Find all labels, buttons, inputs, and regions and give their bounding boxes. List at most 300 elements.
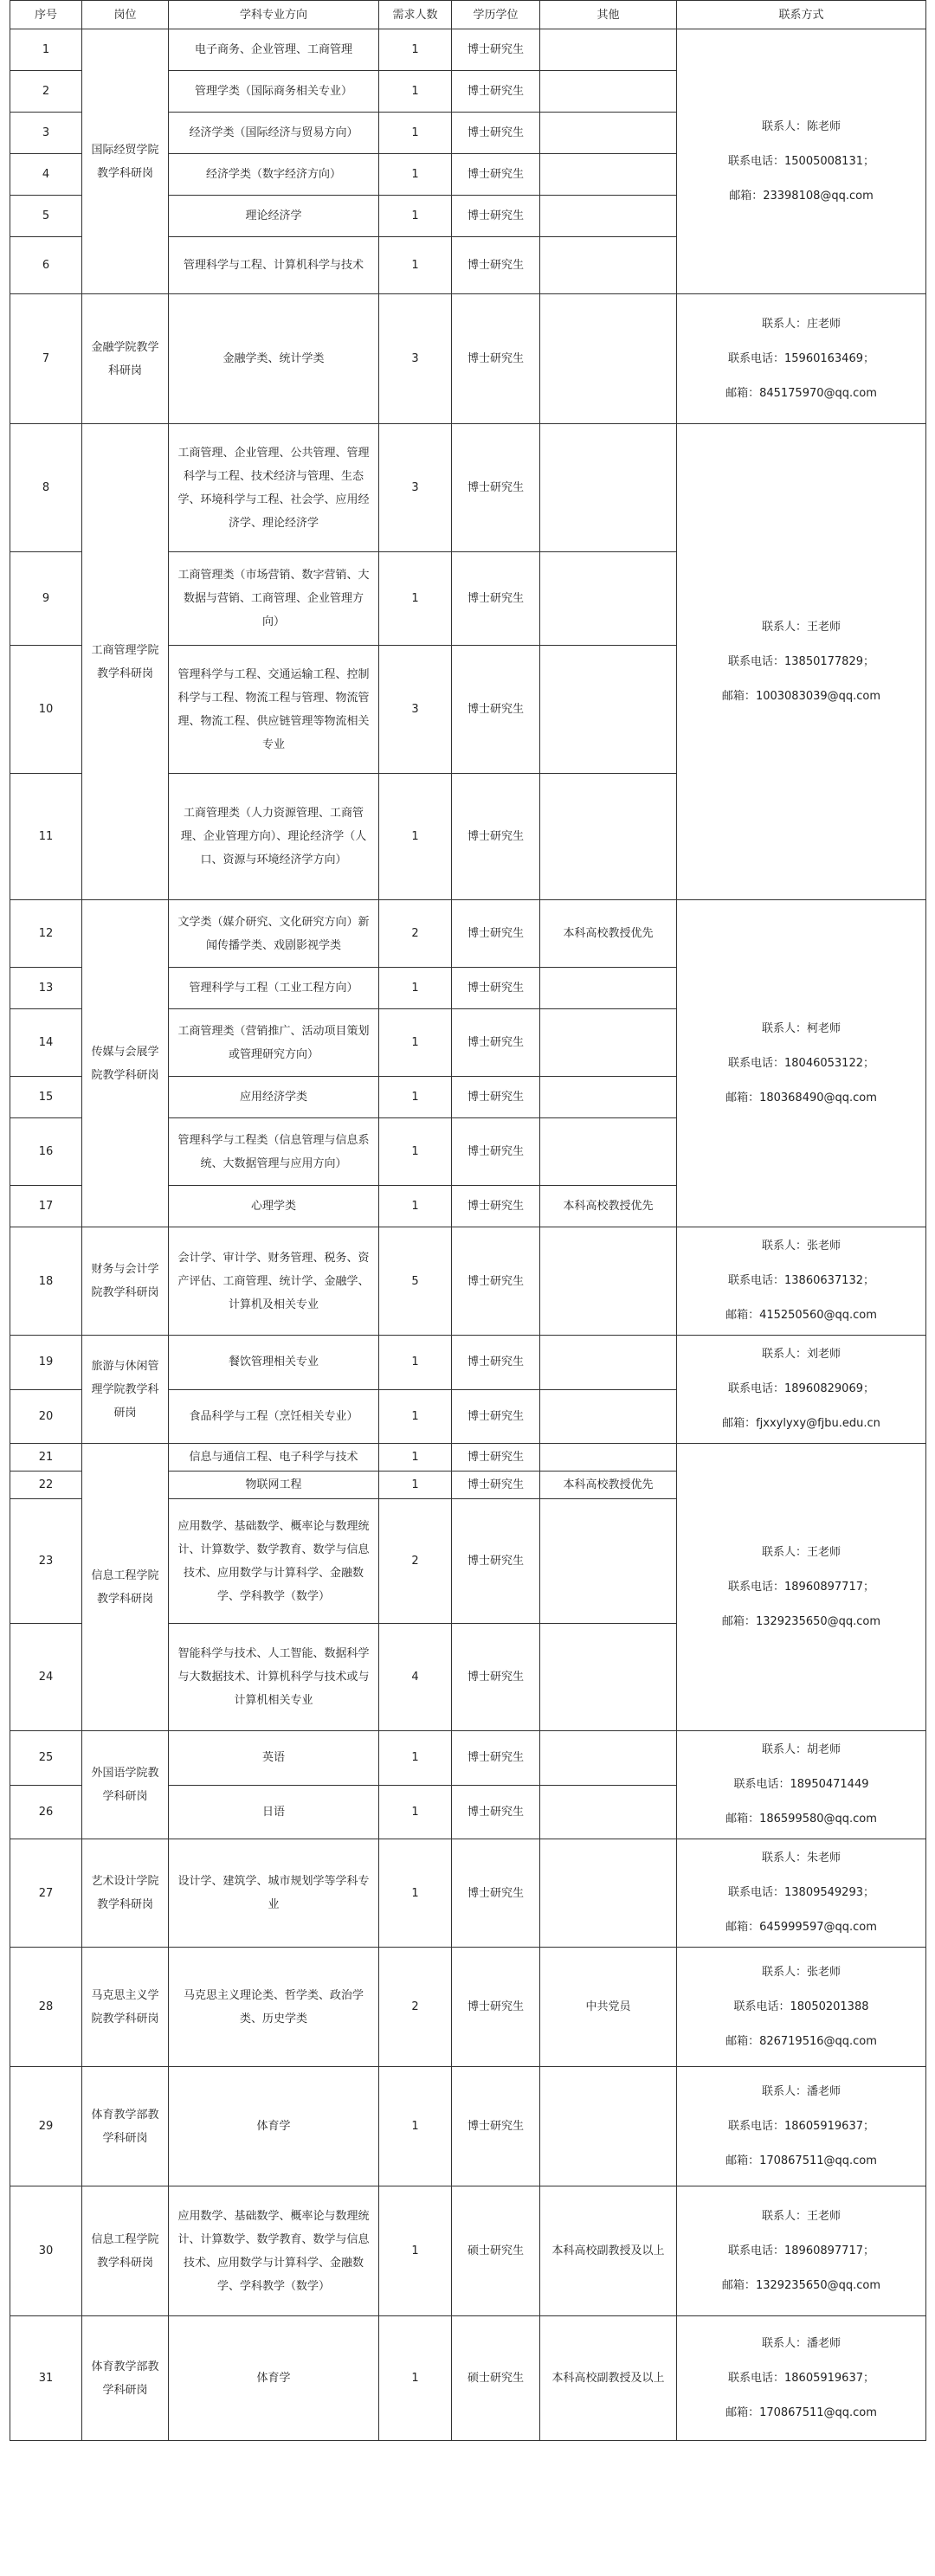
contact-person <box>682 307 920 342</box>
headcount: 1 <box>379 29 452 71</box>
row-number: 1 <box>10 29 82 71</box>
contact-person <box>682 110 920 145</box>
contact-person-value: 王老师 <box>807 620 842 634</box>
row-number: 21 <box>10 1444 82 1472</box>
major-direction: 工商管理类（营销推广、活动项目策划或管理研究方向） <box>169 1009 379 1077</box>
contact-info <box>677 2186 926 2316</box>
major-direction: 英语 <box>169 1731 379 1786</box>
contact-email-label: 邮箱： <box>725 1091 760 1104</box>
contact-phone-label: 联系电话： <box>728 351 785 365</box>
row-number: 4 <box>10 154 82 196</box>
other-requirement <box>540 1227 677 1336</box>
major-direction: 应用数学、基础数学、概率论与数理统计、计算数学、数学教育、数学与信息技术、应用数学与计算科学、金融数学、学科教学（数学） <box>169 1499 379 1624</box>
headcount: 5 <box>379 1227 452 1336</box>
post-name: 工商管理学院教学科研岗 <box>82 424 169 900</box>
headcount: 1 <box>379 2186 452 2316</box>
contact-person-label: 联系人： <box>761 1240 807 1253</box>
headcount: 3 <box>379 646 452 774</box>
education-degree: 博士研究生 <box>452 1336 540 1390</box>
contact-person-value: 胡老师 <box>807 1743 842 1756</box>
contact-phone-value: 18960897717； <box>784 1580 874 1594</box>
education-degree: 硕士研究生 <box>452 2316 540 2441</box>
row-number: 26 <box>10 1785 82 1839</box>
table-row <box>10 1227 926 1336</box>
other-requirement <box>540 774 677 900</box>
row-number: 9 <box>10 552 82 646</box>
contact-person-value: 刘老师 <box>807 1348 842 1361</box>
contact-email-value: fjxxylyxy@fjbu.edu.cn <box>756 1417 880 1430</box>
other-requirement <box>540 1389 677 1444</box>
table-row <box>10 2067 926 2186</box>
other-requirement <box>540 2067 677 2186</box>
other-requirement <box>540 1009 677 1077</box>
contact-person <box>682 610 920 645</box>
headcount: 1 <box>379 774 452 900</box>
other-requirement <box>540 237 677 294</box>
contact-phone <box>682 1876 920 1910</box>
contact-phone <box>682 645 920 679</box>
contact-phone-label: 联系电话： <box>728 2119 785 2133</box>
contact-email <box>682 679 920 714</box>
education-degree: 博士研究生 <box>452 1077 540 1118</box>
contact-person-label: 联系人： <box>761 1852 807 1864</box>
contact-email-label: 邮箱： <box>721 1614 756 1628</box>
contact-email-label: 邮箱： <box>722 1417 757 1430</box>
major-direction: 心理学类 <box>169 1186 379 1227</box>
contact-phone-label: 联系电话： <box>728 654 785 668</box>
major-direction: 设计学、建筑学、城市规划学等学科专业 <box>169 1839 379 1948</box>
contact-person <box>682 1012 920 1046</box>
education-degree: 博士研究生 <box>452 1785 540 1839</box>
education-degree: 博士研究生 <box>452 1227 540 1336</box>
contact-phone-value: 15005008131； <box>784 154 874 168</box>
contact-person-label: 联系人： <box>761 2209 807 2223</box>
contact-info <box>677 1948 926 2067</box>
post-name: 国际经贸学院教学科研岗 <box>82 29 169 294</box>
header-other: 其他 <box>540 1 677 29</box>
contact-person-value: 柯老师 <box>807 1021 842 1035</box>
contact-email-value: 186599580@qq.com <box>759 1813 877 1826</box>
row-number: 16 <box>10 1118 82 1186</box>
table-row <box>10 294 926 424</box>
major-direction: 食品科学与工程（烹饪相关专业） <box>169 1389 379 1444</box>
row-number: 31 <box>10 2316 82 2441</box>
post-name: 外国语学院教学科研岗 <box>82 1731 169 1839</box>
contact-phone <box>682 2361 920 2396</box>
contact-info <box>677 900 926 1227</box>
contact-email-value: 23398108@qq.com <box>763 189 874 203</box>
row-number: 19 <box>10 1336 82 1390</box>
contact-phone-label: 联系电话： <box>728 1382 785 1395</box>
contact-person-label: 联系人： <box>761 2336 807 2350</box>
major-direction: 信息与通信工程、电子科学与技术 <box>169 1444 379 1472</box>
contact-email-label: 邮箱： <box>725 1921 760 1934</box>
contact-phone <box>682 342 920 377</box>
major-direction: 管理科学与工程（工业工程方向） <box>169 968 379 1009</box>
headcount: 1 <box>379 1186 452 1227</box>
major-direction: 体育学 <box>169 2067 379 2186</box>
education-degree: 博士研究生 <box>452 2067 540 2186</box>
contact-email <box>682 1802 920 1837</box>
education-degree: 博士研究生 <box>452 900 540 968</box>
contact-email <box>682 1605 920 1639</box>
education-degree: 博士研究生 <box>452 154 540 196</box>
contact-phone-label: 联系电话： <box>728 1056 785 1070</box>
contact-email <box>682 2144 920 2179</box>
contact-person-label: 联系人： <box>761 1021 807 1035</box>
major-direction: 工商管理类（市场营销、数字营销、大数据与营销、工商管理、企业管理方向） <box>169 552 379 646</box>
row-number: 18 <box>10 1227 82 1336</box>
contact-email-label: 邮箱： <box>725 386 760 400</box>
contact-email <box>682 1081 920 1116</box>
major-direction: 应用数学、基础数学、概率论与数理统计、计算数学、数学教育、数学与信息技术、应用数学与计算科学、金融数学、学科教学（数学） <box>169 2186 379 2316</box>
contact-email-value: 170867511@qq.com <box>759 2154 877 2167</box>
contact-person <box>682 2199 920 2234</box>
header-contact: 联系方式 <box>677 1 926 29</box>
headcount: 1 <box>379 968 452 1009</box>
table-row <box>10 1336 926 1390</box>
post-name: 金融学院教学科研岗 <box>82 294 169 424</box>
table-row <box>10 1948 926 2067</box>
headcount: 4 <box>379 1624 452 1731</box>
contact-phone-value: 15960163469； <box>784 351 874 365</box>
contact-person-label: 联系人： <box>761 1965 807 1979</box>
row-number: 3 <box>10 113 82 154</box>
row-number: 24 <box>10 1624 82 1731</box>
headcount: 1 <box>379 1472 452 1499</box>
contact-phone <box>682 1990 920 2025</box>
post-name: 旅游与休闲管理学院教学科研岗 <box>82 1336 169 1444</box>
major-direction: 应用经济学类 <box>169 1077 379 1118</box>
contact-person <box>682 1733 920 1768</box>
headcount: 1 <box>379 1009 452 1077</box>
contact-phone-label: 联系电话： <box>728 154 785 168</box>
major-direction: 管理科学与工程类（信息管理与信息系统、大数据管理与应用方向） <box>169 1118 379 1186</box>
contact-email-label: 邮箱： <box>725 2405 760 2419</box>
major-direction: 金融学类、统计学类 <box>169 294 379 424</box>
other-requirement <box>540 424 677 552</box>
contact-email <box>682 2269 920 2303</box>
contact-info <box>677 424 926 900</box>
major-direction: 管理学类（国际商务相关专业） <box>169 71 379 113</box>
row-number: 20 <box>10 1389 82 1444</box>
headcount: 1 <box>379 1336 452 1390</box>
other-requirement: 本科高校副教授及以上 <box>540 2316 677 2441</box>
headcount: 1 <box>379 1389 452 1444</box>
major-direction: 体育学 <box>169 2316 379 2441</box>
headcount: 3 <box>379 294 452 424</box>
contact-phone-value: 18960897717； <box>784 2244 874 2257</box>
post-name: 体育教学部教学科研岗 <box>82 2316 169 2441</box>
headcount: 2 <box>379 900 452 968</box>
other-requirement: 本科高校副教授及以上 <box>540 2186 677 2316</box>
contact-phone-label: 联系电话： <box>733 2000 790 2013</box>
contact-info <box>677 2316 926 2441</box>
row-number: 30 <box>10 2186 82 2316</box>
other-requirement: 本科高校教授优先 <box>540 1186 677 1227</box>
row-number: 15 <box>10 1077 82 1118</box>
row-number: 11 <box>10 774 82 900</box>
contact-person <box>682 2075 920 2109</box>
row-number: 7 <box>10 294 82 424</box>
row-number: 14 <box>10 1009 82 1077</box>
contact-email-value: 845175970@qq.com <box>759 386 877 400</box>
contact-person-value: 王老师 <box>807 2209 842 2223</box>
major-direction: 物联网工程 <box>169 1472 379 1499</box>
contact-email-value: 170867511@qq.com <box>759 2405 877 2419</box>
contact-info <box>677 29 926 294</box>
headcount: 2 <box>379 1948 452 2067</box>
row-number: 8 <box>10 424 82 552</box>
contact-phone-value: 18950471449 <box>790 1778 869 1791</box>
table-row <box>10 900 926 968</box>
education-degree: 博士研究生 <box>452 1948 540 2067</box>
other-requirement <box>540 1839 677 1948</box>
other-requirement <box>540 968 677 1009</box>
education-degree: 博士研究生 <box>452 1499 540 1624</box>
table-row <box>10 1444 926 1472</box>
contact-email <box>682 1298 920 1333</box>
contact-person <box>682 1337 920 1372</box>
education-degree: 博士研究生 <box>452 294 540 424</box>
major-direction: 管理科学与工程、交通运输工程、控制科学与工程、物流工程与管理、物流管理、物流工程、供应链管理等物流相关专业 <box>169 646 379 774</box>
contact-phone-value: 13809549293； <box>784 1886 874 1899</box>
post-name: 传媒与会展学院教学科研岗 <box>82 900 169 1227</box>
education-degree: 博士研究生 <box>452 1839 540 1948</box>
contact-phone <box>682 1372 920 1407</box>
post-name: 信息工程学院教学科研岗 <box>82 2186 169 2316</box>
other-requirement <box>540 71 677 113</box>
contact-email-label: 邮箱： <box>721 689 756 703</box>
major-direction: 日语 <box>169 1785 379 1839</box>
row-number: 12 <box>10 900 82 968</box>
table-row <box>10 29 926 71</box>
contact-phone-value: 18960829069； <box>784 1382 874 1395</box>
contact-phone-label: 联系电话： <box>728 2244 785 2257</box>
other-requirement <box>540 113 677 154</box>
headcount: 3 <box>379 424 452 552</box>
contact-person <box>682 1841 920 1876</box>
contact-phone-label: 联系电话： <box>728 2371 785 2385</box>
major-direction: 文学类（媒介研究、文化研究方向）新闻传播学类、戏剧影视学类 <box>169 900 379 968</box>
contact-person-value: 张老师 <box>807 1965 842 1979</box>
major-direction: 智能科学与技术、人工智能、数据科学与大数据技术、计算机科学与技术或与计算机相关专业 <box>169 1624 379 1731</box>
contact-email <box>682 2396 920 2431</box>
other-requirement <box>540 196 677 237</box>
other-requirement <box>540 1118 677 1186</box>
post-name: 信息工程学院教学科研岗 <box>82 1444 169 1731</box>
header-post: 岗位 <box>82 1 169 29</box>
education-degree: 博士研究生 <box>452 29 540 71</box>
major-direction: 管理科学与工程、计算机科学与技术 <box>169 237 379 294</box>
contact-phone <box>682 1570 920 1605</box>
contact-person <box>682 1229 920 1264</box>
headcount: 1 <box>379 1118 452 1186</box>
other-requirement <box>540 294 677 424</box>
education-degree: 硕士研究生 <box>452 2186 540 2316</box>
education-degree: 博士研究生 <box>452 71 540 113</box>
row-number: 23 <box>10 1499 82 1624</box>
education-degree: 博士研究生 <box>452 196 540 237</box>
contact-person-label: 联系人： <box>761 2084 807 2098</box>
contact-phone <box>682 1264 920 1298</box>
contact-phone-label: 联系电话： <box>733 1778 790 1791</box>
contact-person-value: 朱老师 <box>807 1852 842 1864</box>
headcount: 1 <box>379 1444 452 1472</box>
contact-email-label: 邮箱： <box>721 2278 756 2292</box>
education-degree: 博士研究生 <box>452 968 540 1009</box>
contact-info <box>677 1839 926 1948</box>
contact-email-value: 826719516@qq.com <box>759 2034 877 2048</box>
contact-email <box>682 377 920 411</box>
header-count: 需求人数 <box>379 1 452 29</box>
other-requirement <box>540 154 677 196</box>
row-number: 6 <box>10 237 82 294</box>
contact-info <box>677 1444 926 1731</box>
row-number: 5 <box>10 196 82 237</box>
header-education: 学历学位 <box>452 1 540 29</box>
education-degree: 博士研究生 <box>452 1186 540 1227</box>
headcount: 1 <box>379 1839 452 1948</box>
row-number: 22 <box>10 1472 82 1499</box>
contact-phone-label: 联系电话： <box>728 1886 785 1899</box>
post-name: 体育教学部教学科研岗 <box>82 2067 169 2186</box>
table-row <box>10 2186 926 2316</box>
header-row <box>10 1 926 29</box>
contact-email-value: 1003083039@qq.com <box>755 689 881 703</box>
contact-email <box>682 179 920 214</box>
education-degree: 博士研究生 <box>452 1624 540 1731</box>
contact-phone-value: 18605919637； <box>784 2119 874 2133</box>
post-name: 马克思主义学院教学科研岗 <box>82 1948 169 2067</box>
headcount: 1 <box>379 552 452 646</box>
contact-person-value: 潘老师 <box>807 2084 842 2098</box>
row-number: 27 <box>10 1839 82 1948</box>
headcount: 1 <box>379 1731 452 1786</box>
other-requirement <box>540 552 677 646</box>
other-requirement <box>540 1499 677 1624</box>
major-direction: 工商管理、企业管理、公共管理、管理科学与工程、技术经济与管理、生态学、环境科学与工程、社会学、应用经济学、理论经济学 <box>169 424 379 552</box>
contact-person-value: 王老师 <box>807 1545 842 1559</box>
education-degree: 博士研究生 <box>452 424 540 552</box>
major-direction: 经济学类（数字经济方向） <box>169 154 379 196</box>
contact-phone-value: 18050201388 <box>790 2000 869 2013</box>
contact-email-value: 180368490@qq.com <box>759 1091 877 1104</box>
header-no: 序号 <box>10 1 82 29</box>
post-name: 财务与会计学院教学科研岗 <box>82 1227 169 1336</box>
contact-email-label: 邮箱： <box>725 2154 760 2167</box>
other-requirement <box>540 1077 677 1118</box>
contact-person <box>682 1536 920 1570</box>
contact-email-label: 邮箱： <box>725 2034 760 2048</box>
other-requirement <box>540 29 677 71</box>
contact-email-label: 邮箱： <box>725 1309 760 1322</box>
major-direction: 会计学、审计学、财务管理、税务、资产评估、工商管理、统计学、金融学、计算机及相关专业 <box>169 1227 379 1336</box>
contact-phone-value: 13850177829； <box>784 654 874 668</box>
education-degree: 博士研究生 <box>452 1389 540 1444</box>
row-number: 13 <box>10 968 82 1009</box>
other-requirement <box>540 1785 677 1839</box>
contact-person <box>682 2327 920 2361</box>
education-degree: 博士研究生 <box>452 552 540 646</box>
education-degree: 博士研究生 <box>452 1444 540 1472</box>
headcount: 1 <box>379 71 452 113</box>
contact-email-value: 645999597@qq.com <box>759 1921 877 1934</box>
header-major: 学科专业方向 <box>169 1 379 29</box>
contact-person-value: 张老师 <box>807 1240 842 1253</box>
contact-email <box>682 1910 920 1945</box>
contact-phone <box>682 2234 920 2269</box>
post-name: 艺术设计学院教学科研岗 <box>82 1839 169 1948</box>
other-requirement <box>540 1336 677 1390</box>
contact-info <box>677 2067 926 2186</box>
education-degree: 博士研究生 <box>452 1472 540 1499</box>
contact-phone-value: 18046053122； <box>784 1056 874 1070</box>
contact-email-value: 1329235650@qq.com <box>755 1614 881 1628</box>
contact-email <box>682 2025 920 2059</box>
contact-phone-value: 18605919637； <box>784 2371 874 2385</box>
education-degree: 博士研究生 <box>452 1731 540 1786</box>
major-direction: 马克思主义理论类、哲学类、政治学类、历史学类 <box>169 1948 379 2067</box>
table-row <box>10 424 926 552</box>
contact-info <box>677 294 926 424</box>
row-number: 10 <box>10 646 82 774</box>
education-degree: 博士研究生 <box>452 646 540 774</box>
other-requirement <box>540 646 677 774</box>
contact-phone-value: 13860637132； <box>784 1274 874 1287</box>
contact-person-label: 联系人： <box>761 317 807 331</box>
other-requirement: 本科高校教授优先 <box>540 900 677 968</box>
contact-info <box>677 1731 926 1839</box>
contact-email-value: 1329235650@qq.com <box>755 2278 881 2292</box>
table-row <box>10 1731 926 1786</box>
row-number: 28 <box>10 1948 82 2067</box>
row-number: 2 <box>10 71 82 113</box>
contact-phone <box>682 1046 920 1081</box>
other-requirement: 本科高校教授优先 <box>540 1472 677 1499</box>
headcount: 1 <box>379 113 452 154</box>
contact-email-label: 邮箱： <box>725 1813 760 1826</box>
headcount: 1 <box>379 237 452 294</box>
contact-person-value: 庄老师 <box>807 317 842 331</box>
education-degree: 博士研究生 <box>452 1118 540 1186</box>
contact-email-value: 415250560@qq.com <box>759 1309 877 1322</box>
major-direction: 经济学类（国际经济与贸易方向） <box>169 113 379 154</box>
headcount: 1 <box>379 1785 452 1839</box>
other-requirement <box>540 1624 677 1731</box>
headcount: 1 <box>379 1077 452 1118</box>
contact-person <box>682 1955 920 1990</box>
contact-phone-label: 联系电话： <box>728 1274 785 1287</box>
recruitment-table <box>10 0 926 2441</box>
row-number: 17 <box>10 1186 82 1227</box>
contact-person-value: 潘老师 <box>807 2336 842 2350</box>
education-degree: 博士研究生 <box>452 237 540 294</box>
table-row <box>10 2316 926 2441</box>
major-direction: 电子商务、企业管理、工商管理 <box>169 29 379 71</box>
contact-phone <box>682 145 920 179</box>
contact-person-label: 联系人： <box>761 119 807 133</box>
contact-email-label: 邮箱： <box>729 189 764 203</box>
table-row <box>10 1839 926 1948</box>
headcount: 2 <box>379 1499 452 1624</box>
headcount: 1 <box>379 154 452 196</box>
row-number: 25 <box>10 1731 82 1786</box>
education-degree: 博士研究生 <box>452 774 540 900</box>
contact-info <box>677 1227 926 1336</box>
contact-person-label: 联系人： <box>761 620 807 634</box>
education-degree: 博士研究生 <box>452 1009 540 1077</box>
